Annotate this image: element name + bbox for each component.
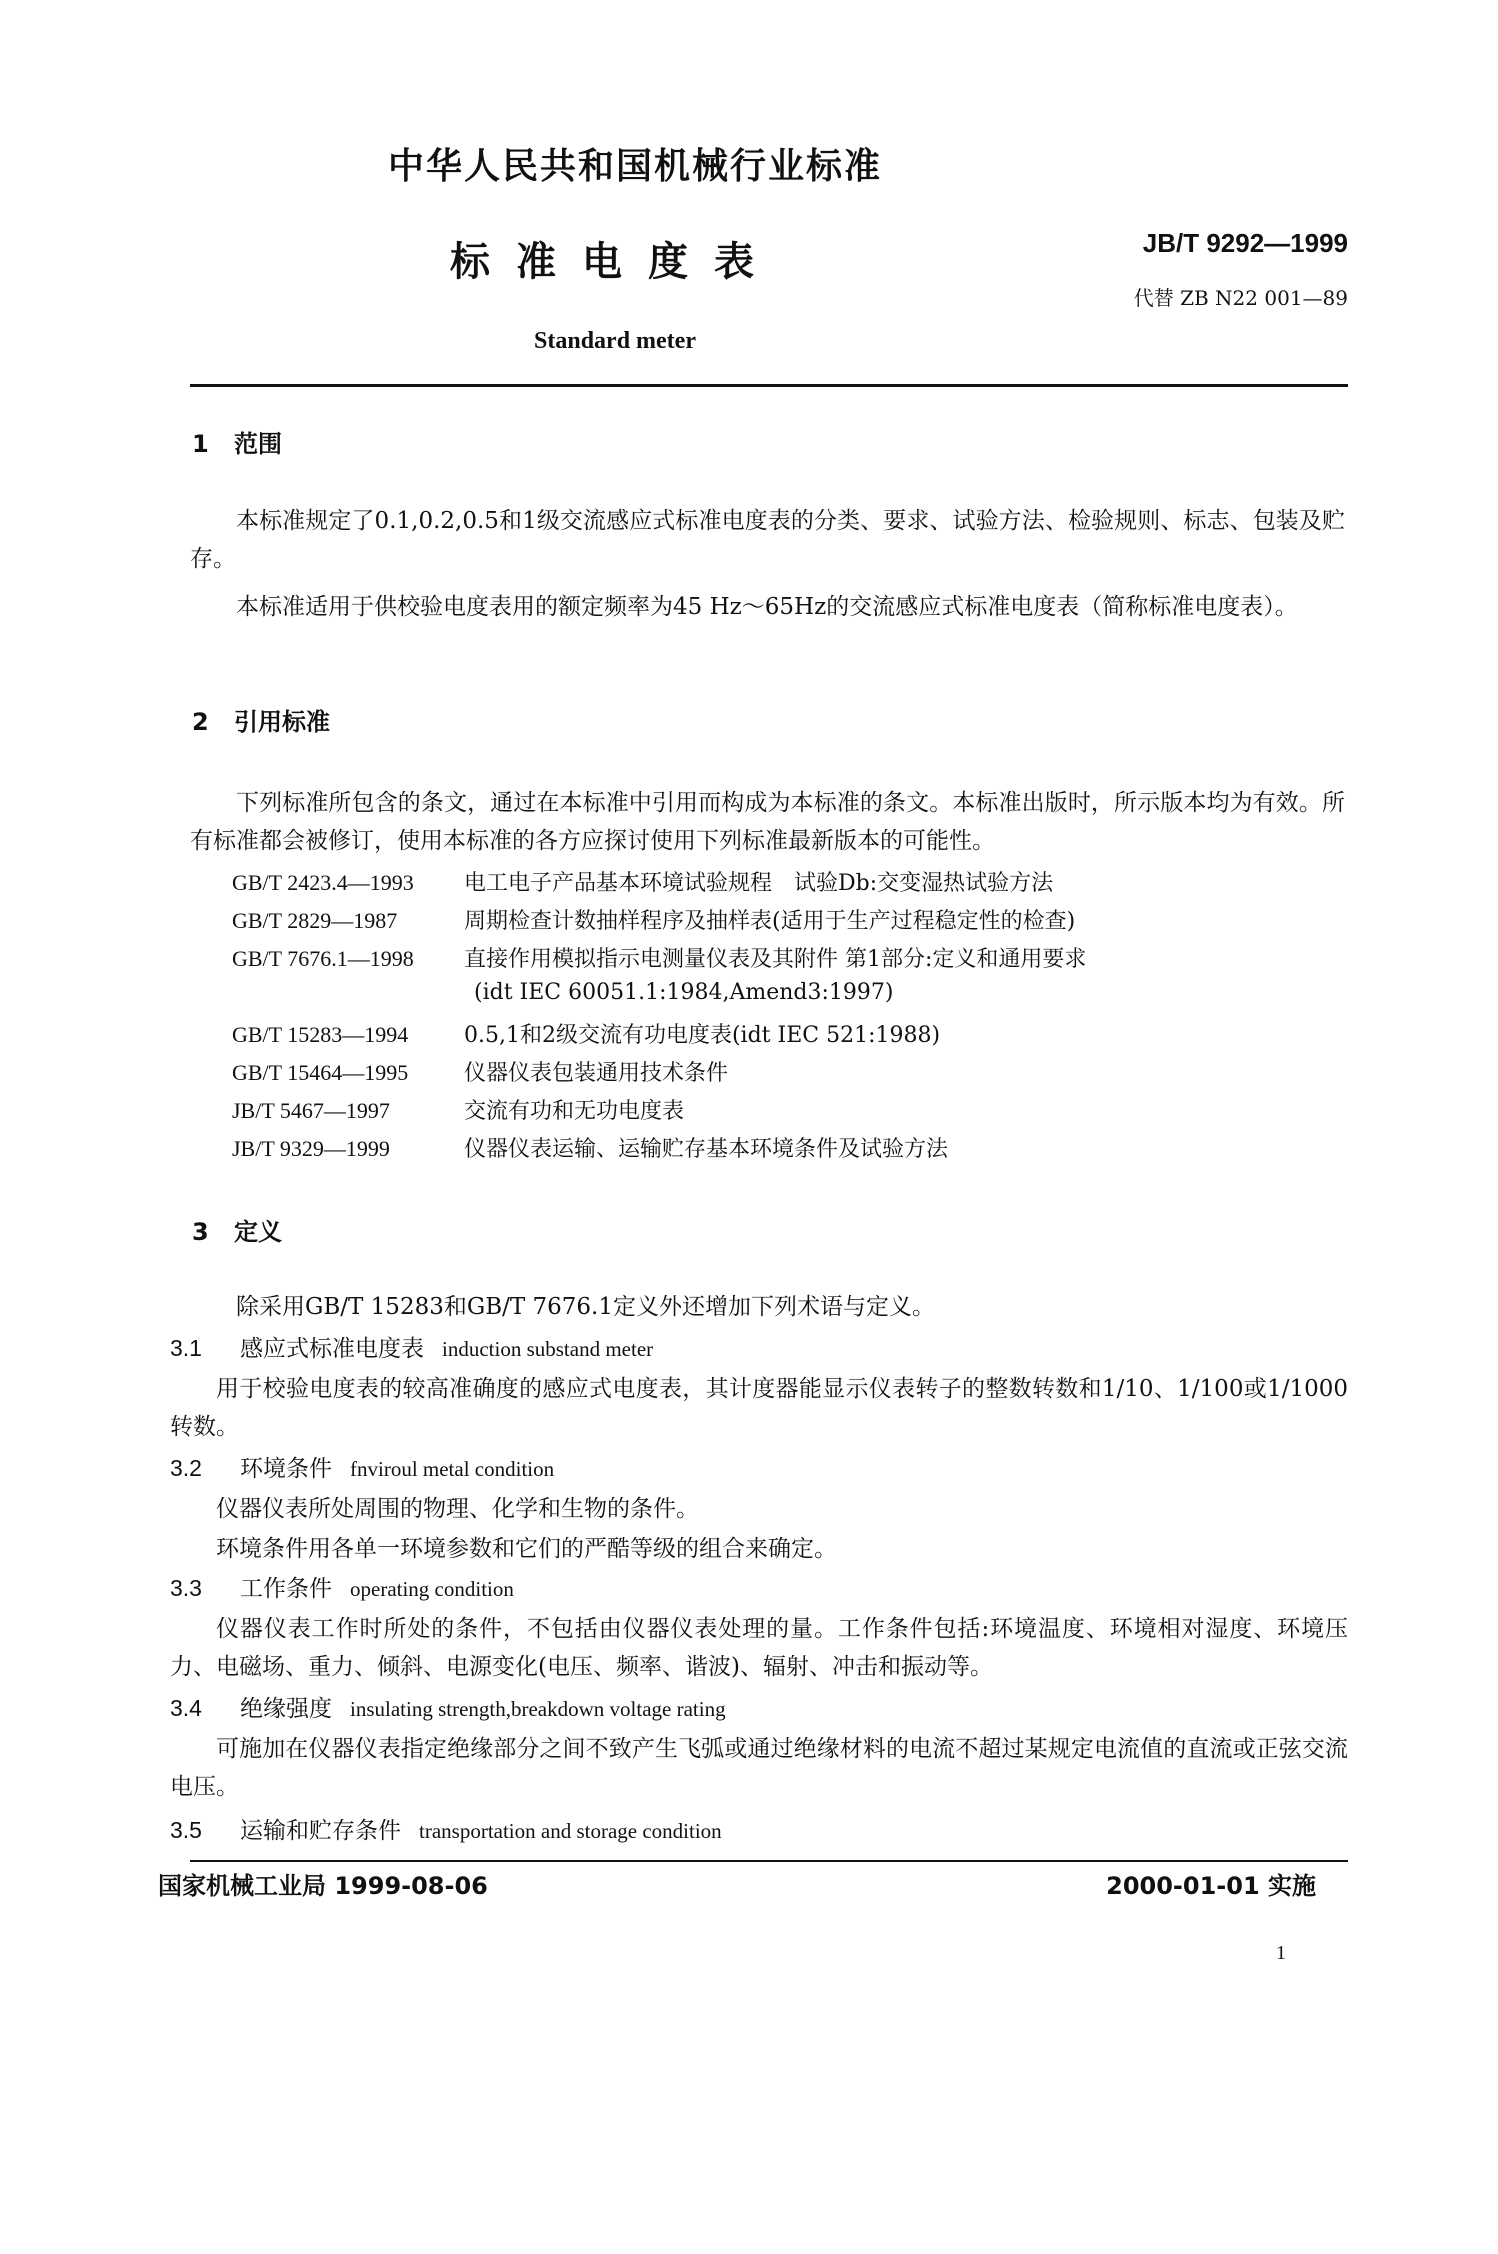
section-1-heading xyxy=(192,424,282,459)
clause-3-2-body-1: 仪器仪表所处周围的物理、化学和生物的条件。 xyxy=(216,1496,699,1522)
clause-3-2-heading xyxy=(170,1450,554,1483)
reference-item xyxy=(232,1018,940,1049)
clause-term: 运输和贮存条件 xyxy=(240,1818,401,1844)
section-2-heading xyxy=(192,702,330,737)
reference-item xyxy=(232,866,1053,897)
reference-item xyxy=(232,1094,684,1125)
clause-term-english: transportation and storage condition xyxy=(419,1819,722,1843)
clause-3-1-body: 用于校验电度表的较高准确度的感应式电度表，其计度器能显示仪表转子的整数转数和1/10、1/100或1/1000转数。 xyxy=(170,1376,1348,1440)
clause-term-english: induction substand meter xyxy=(442,1337,654,1361)
reference-title: 仪器仪表运输、运输贮存基本环境条件及试验方法 xyxy=(464,1137,949,1162)
clause-3-5-heading xyxy=(170,1812,722,1845)
clause-number: 3.1 xyxy=(170,1335,202,1361)
section-2-intro: 下列标准所包含的条文，通过在本标准中引用而构成为本标准的条文。本标准出版时，所示版本均为有效。所有标准都会被修订，使用本标准的各方应探讨使用下列标准最新版本的可能性。 xyxy=(190,790,1345,854)
reference-title: 0.5,1和2级交流有功电度表(idt IEC 521:1988) xyxy=(464,1023,941,1048)
reference-item xyxy=(232,1132,948,1163)
standard-number: JB/T 9292—1999 xyxy=(1142,228,1348,258)
section-title: 范围 xyxy=(234,430,282,458)
clause-3-3-heading xyxy=(170,1570,514,1603)
clause-term: 感应式标准电度表 xyxy=(240,1336,424,1362)
reference-code: GB/T 15464—1995 xyxy=(232,1060,409,1085)
english-title: Standard meter xyxy=(534,328,696,354)
clause-number: 3.5 xyxy=(170,1817,202,1843)
reference-code: GB/T 2829—1987 xyxy=(232,908,398,933)
footer-divider xyxy=(190,1860,1348,1862)
section-title: 引用标准 xyxy=(234,708,330,736)
reference-title: 交流有功和无功电度表 xyxy=(464,1099,685,1124)
issue-date: 国家机械工业局 1999-08-06 xyxy=(158,1872,488,1900)
section-number: 1 xyxy=(192,430,209,458)
clause-3-2-body-2: 环境条件用各单一环境参数和它们的严酷等级的组合来确定。 xyxy=(216,1536,837,1562)
reference-title: 直接作用模拟指示电测量仪表及其附件 第1部分:定义和通用要求 xyxy=(464,947,1087,972)
section-1-paragraph-1: 本标准规定了0.1,0.2,0.5和1级交流感应式标准电度表的分类、要求、试验方法、检验规则、标志、包装及贮存。 xyxy=(190,508,1345,572)
clause-term: 环境条件 xyxy=(240,1456,332,1482)
clause-3-4-heading xyxy=(170,1690,726,1723)
clause-term-english: operating condition xyxy=(350,1577,514,1601)
section-number: 3 xyxy=(192,1218,209,1246)
reference-code: GB/T 15283—1994 xyxy=(232,1022,409,1047)
reference-continuation: (idt IEC 60051.1:1984,Amend3:1997) xyxy=(474,980,894,1005)
clause-term: 绝缘强度 xyxy=(240,1696,332,1722)
reference-item xyxy=(232,904,1075,935)
clause-number: 3.4 xyxy=(170,1695,202,1721)
section-title: 定义 xyxy=(234,1218,282,1246)
clause-term: 工作条件 xyxy=(240,1576,332,1602)
reference-item xyxy=(232,1056,728,1087)
page-number: 1 xyxy=(1276,1942,1286,1964)
clause-3-3-body: 仪器仪表工作时所处的条件，不包括由仪器仪表处理的量。工作条件包括:环境温度、环境相对湿度、环境压力、电磁场、重力、倾斜、电源变化(电压、频率、谐波)、辐射、冲击和振动等。 xyxy=(170,1616,1348,1680)
clause-3-1-heading xyxy=(170,1330,653,1363)
replaces-note: 代替 ZB N22 001—89 xyxy=(1133,286,1348,310)
reference-code: JB/T 9329—1999 xyxy=(232,1136,390,1161)
document-title: 标准电度表 xyxy=(450,239,780,285)
section-number: 2 xyxy=(192,708,209,736)
reference-code: JB/T 5467—1997 xyxy=(232,1098,390,1123)
clause-number: 3.2 xyxy=(170,1455,202,1481)
clause-term-english: insulating strength,breakdown voltage rating xyxy=(350,1697,726,1721)
clause-term-english: fnviroul metal condition xyxy=(350,1457,555,1481)
reference-title: 周期检查计数抽样程序及抽样表(适用于生产过程稳定性的检查) xyxy=(464,909,1076,934)
standard-type-heading: 中华人民共和国机械行业标准 xyxy=(387,146,882,187)
clause-number: 3.3 xyxy=(170,1575,202,1601)
section-3-intro: 除采用GB/T 15283和GB/T 7676.1定义外还增加下列术语与定义。 xyxy=(236,1294,935,1320)
clause-3-4-body: 可施加在仪器仪表指定绝缘部分之间不致产生飞弧或通过绝缘材料的电流不超过某规定电流值的直流或正弦交流电压。 xyxy=(170,1736,1348,1800)
reference-title: 电工电子产品基本环境试验规程 试验Db:交变湿热试验方法 xyxy=(464,871,1054,896)
reference-code: GB/T 2423.4—1993 xyxy=(232,870,414,895)
effective-date: 2000-01-01 实施 xyxy=(1106,1872,1316,1900)
section-1-paragraph-2: 本标准适用于供校验电度表用的额定频率为45 Hz～65Hz的交流感应式标准电度表（简称标准电度表）。 xyxy=(236,594,1298,620)
section-3-heading xyxy=(192,1212,282,1247)
reference-item xyxy=(232,942,1086,973)
header-divider xyxy=(190,384,1348,387)
reference-title: 仪器仪表包装通用技术条件 xyxy=(464,1061,729,1086)
reference-code: GB/T 7676.1—1998 xyxy=(232,946,414,971)
